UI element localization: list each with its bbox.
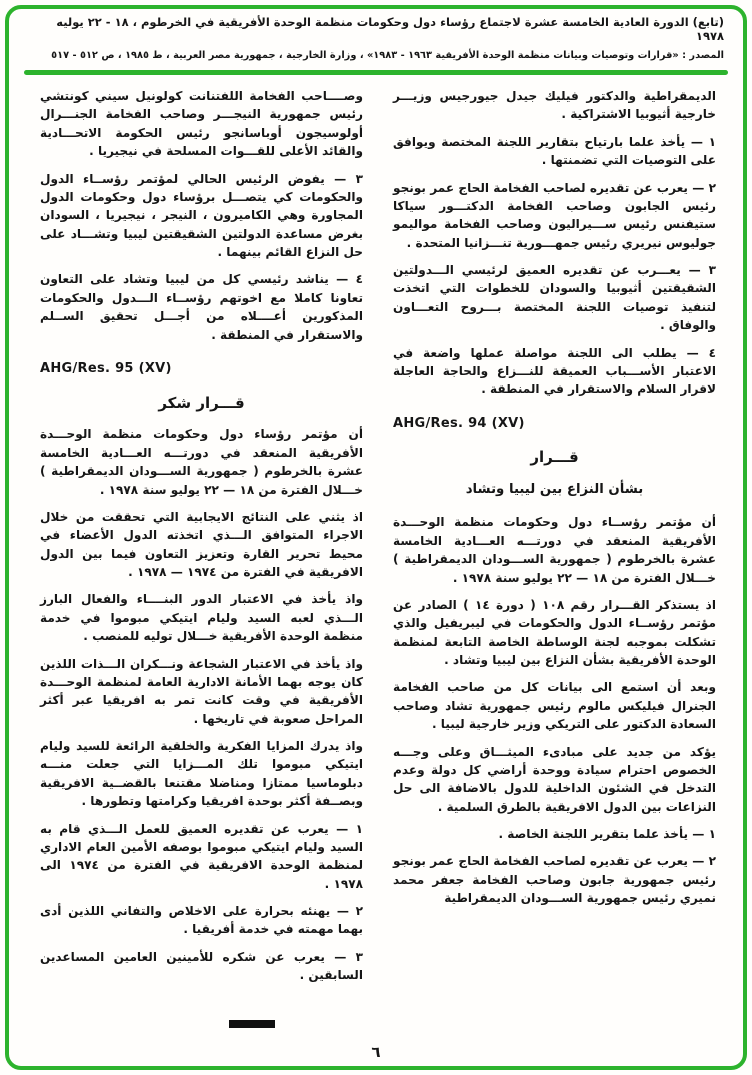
paragraph: واذ يأخذ في الاعتبار الدور البنــــاء والفعال البارز الـــذي لعبه السيد وليام ايتيكي مبوموا في خدمة منظمة الوحدة الأفريقية خـــلال توليه للمنصب . (40, 592, 363, 644)
session-header: (تابع) الدورة العادية الخامسة عشرة لاجتماع رؤساء دول وحكومات منظمة الوحدة الأفريقية في الخرطوم ، ١٨ - ٢٢ يوليه ١٩٧٨ (56, 15, 724, 43)
paragraph: ٣ — يعرب عن شكره للأمينين العامين المساعدين السابقين . (40, 949, 363, 983)
paragraph: اذ يستذكر القـــرار رقم ١٠٨ ( دورة ١٤ ) الصادر عن مؤتمر رؤســاء الدول والحكومات في ليبريفيل والذي تشكلت بموجبه لجنة الوساطة الخاصة التابعة لمنظمة الوحدة الأفريقية بشأن النزاع بين ليبيا وتشاد . (393, 597, 717, 667)
paragraph: ٤ — يناشد رئيسي كل من ليبيا وتشاد على التعاون تعاونا كاملا مع اخوتهم رؤســاء الـــدول والحكومات المذكورين أعــــلاه من أجـــل تحقيق الســلم والاستقرار في المنطقة . (40, 272, 363, 342)
paragraph: وصــــاحب الفخامة اللفتنانت كولونيل سيني كونتشي رئيس جمهورية النيجـــر وصاحب الفخامة الجنـــرال أولوسيجون أوباسانجو رئيس الحكومة الاتحـــادية والقائد الأعلى للقـــوات المسلحة في نيجيريا . (40, 89, 363, 159)
paragraph: ٤ — يطلب الى اللجنة مواصلة عملها واضعة في الاعتبار الأســـباب العميقة للنـــزاع والحاجة العاجلة لاقرار السلام والاستقرار في المنطقة . (393, 345, 716, 397)
paragraph: ١ — يعرب عن تقديره العميق للعمل الـــذي قام به السيد وليام ايتيكي مبوموا بوصفه الأمين العام الاداري لمنظمة الوحدة الافريقية في الفترة من ١٩٧٤ الى ١٩٧٨ . (40, 821, 363, 891)
paragraph: ٢ — يعرب عن تقديره لصاحب الفخامة الحاج عمر بونجو رئيس الجابون وصاحب الفخامة الدكتـــور سياكا ستيفنس رئيس ســـيراليون وصاحب الفخامة مواليمو جوليوس نيريري رئيس جمهـــورية تنـــزانيا المتحدة . (393, 180, 716, 250)
page-header (0, 0, 752, 61)
paragraph: وبعد أن استمع الى بيانات كل من صاحب الفخامة الجنرال فيليكس مالوم رئيس جمهورية تشاد وصاحب السعادة الدكتور على التريكي وزير خارجية ليبيا . (393, 680, 716, 732)
resolution-id: AHG/Res. 94 (XV) (393, 415, 525, 431)
column-left (40, 87, 363, 994)
paragraph: الديمقراطية والدكتور فيليك جيدل جيورجيس وزيـــر خارجية أثيوبيا الاشتراكية . (393, 89, 716, 122)
resolution-title: قـــرار (530, 448, 579, 467)
source-citation: المصدر : «قرارات وتوصيات وبيانات منظمة الوحدة الأفريقية ١٩٦٣ - ١٩٨٣» ، وزارة الخارجية ، جمهورية مصر العربية ، ط ١٩٨٥ ، ص ٥١٢ - ٥١٧ (51, 50, 724, 61)
paragraph: أن مؤتمر رؤساء دول وحكومات منظمة الوحـــدة الأفريقية المنعقد في دورتـــه العـــادية الخامسة عشرة بالخرطوم ( جمهورية الســـودان الديمقراطية ) خـــلال الفترة من ١٨ — ٢٢ يوليو سنة ١٩٧٨ . (40, 427, 363, 497)
column-right (393, 87, 716, 917)
paragraph: ٢ — يهنئه بحرارة على الاخلاص والتفاني اللذين أدى بهما مهمته في خدمة أفريقيا . (40, 904, 363, 937)
paragraph: ١ — يأخذ علما بارتياح بتقارير اللجنة المختصة ويوافق على التوصيات التي تضمنتها . (393, 134, 716, 168)
paragraph: ٢ — يعرب عن تقديره لصاحب الفخامة الحاج عمر بونجو رئيس جمهورية جابون وصاحب الفخامة جعفر محمد نميري رئيس جمهورية الســـودان الديمقراطية (393, 854, 716, 906)
paragraph: ٣ — يعـــرب عن تقديره العميق لرئيسي الـــدولتين الشقيقتين أثيوبيا والسودان للخطوات التي اتخذت لتنفيذ توصيات اللجنة المختصة بـــروح التعـــاون والوفاق . (393, 263, 716, 333)
paragraph: أن مؤتمر رؤســاء دول وحكومات منظمة الوحـــدة الأفريقية المنعقد في دورتـــه العـــادية الخامسة عشرة بالخرطوم ( جمهورية الســـودان الديمقراطية ) خـــلال الفترة من ١٨ — ٢٢ يوليو سنة ١٩٧٨ . (393, 515, 716, 585)
resolution-subtitle: بشأن النزاع بين ليبيا وتشاد (465, 482, 644, 498)
resolution-id: AHG/Res. 95 (XV) (40, 360, 172, 376)
paragraph: واذ يدرك المزايا الفكرية والخلقية الرائعة للسيد وليام ايتيكي مبوموا تلك المـــزايا التي جعلت منـــه دبلوماسيا ممتازا ومناضلا مقتنعا بالقضــية الافريقية وبصــفة أكثر بوحدة افريقيا وكرامتها وتطورها . (40, 739, 363, 809)
resolution-title: قـــرار شكر (158, 393, 245, 412)
scan-artifact-mark (229, 1020, 275, 1028)
document-body (0, 75, 752, 994)
page-number: ٦ (371, 1043, 381, 1061)
paragraph: واذ يأخذ في الاعتبار الشجاعة ونـــكران الـــذات اللذين كان يوجه بهما الأمانة الادارية العامة لمنظمة الوحـــدة الأفريقية في وقت كانت تمر به افريقيا عبر أكثر المراحل صعوبة في تاريخها . (40, 656, 363, 726)
paragraph: ١ — يأخذ علما بتقرير اللجنة الخاصة . (498, 827, 716, 841)
paragraph: يؤكد من جديد على مبادىء الميثـــاق وعلى وجـــه الخصوص احترام سيادة ووحدة أراضي كل دولة وعدم التدخل في الشئون الداخلية للدول بالاضافة الى حل النزاعات بين الدول الافريقية بالطرق السلمية . (393, 744, 716, 814)
paragraph: ٣ — يفوض الرئيس الحالي لمؤتمر رؤســاء الدول والحكومات كي يتصـــل برؤساء دول وحكومات الدول المجاورة وهي الكاميرون ، النيجر ، نيجيريا ، السودان بغرض مساعدة الدولتين الشقيقتين ليبيا وتشـــاد على حل النزاع القائم بينهما . (40, 171, 363, 259)
paragraph: اذ يثني على النتائج الايجابية التي تحققت من خلال الاجراء المتوافق الـــذي اتخذته الدول الأعضاء في محيط تحرير القارة وتعزيز التعاون فيما بين الدول الافريقية في الفترة من ١٩٧٤ — ١٩٧٨ . (40, 509, 363, 580)
